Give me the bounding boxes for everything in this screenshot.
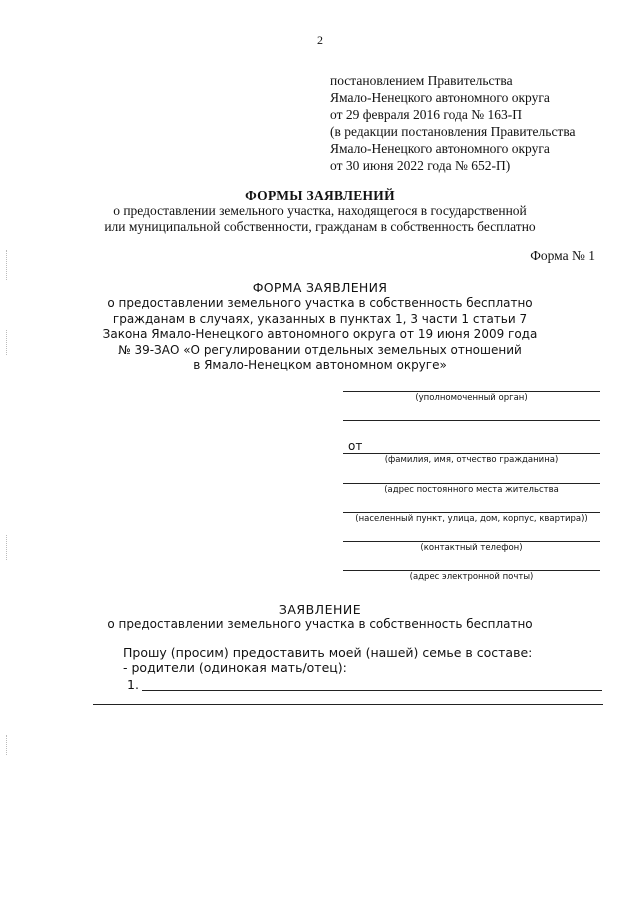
scan-margin-mark xyxy=(6,735,9,755)
forms-title: ФОРМЫ ЗАЯВЛЕНИЙ xyxy=(245,188,395,203)
forms-subtitle-line: или муниципальной собственности, гражданам в собственность бесплатно xyxy=(104,219,536,234)
form-subtitle-line: гражданам в случаях, указанных в пунктах 1, 3 части 1 статьи 7 xyxy=(112,311,528,326)
authority-field-2[interactable] xyxy=(343,420,600,421)
address-detail-caption: (населенный пункт, улица, дом, корпус, квартира)) xyxy=(355,514,588,524)
approval-line: (в редакции постановления Правительства xyxy=(330,124,576,139)
address-detail-line xyxy=(343,512,600,513)
form-title: ФОРМА ЗАЯВЛЕНИЯ xyxy=(252,280,388,295)
email-caption: (адрес электронной почты) xyxy=(409,572,534,582)
phone-caption: (контактный телефон) xyxy=(420,543,523,553)
approval-line: от 29 февраля 2016 года № 163-П xyxy=(330,107,522,122)
forms-subtitle xyxy=(0,203,640,235)
approval-line: постановлением Правительства xyxy=(330,73,513,88)
scan-margin-mark xyxy=(6,535,9,560)
phone-field[interactable] xyxy=(343,541,600,553)
approval-line: от 30 июня 2022 года № 652-П) xyxy=(330,158,511,173)
statement-subtitle: о предоставлении земельного участка в собственность бесплатно xyxy=(107,617,533,631)
authority-field[interactable] xyxy=(343,391,600,403)
body-line: - родители (одинокая мать/отец): xyxy=(123,660,347,675)
form-number: Форма № 1 xyxy=(530,248,595,263)
approval-line: Ямало-Ненецкого автономного округа xyxy=(330,141,550,156)
name-field[interactable] xyxy=(343,453,600,465)
phone-line xyxy=(343,541,600,542)
fill-line[interactable] xyxy=(93,704,603,705)
form-subtitle-line: № 39-ЗАО «О регулировании отдельных земельных отношений xyxy=(118,342,522,357)
approval-line: Ямало-Ненецкого автономного округа xyxy=(330,90,550,105)
email-line xyxy=(343,570,600,571)
scan-margin-mark xyxy=(6,250,9,280)
approval-note xyxy=(330,72,576,174)
name-line xyxy=(343,453,600,454)
form-subtitle-line: в Ямало-Ненецком автономном округе» xyxy=(193,358,447,372)
body-line: Прошу (просим) предоставить моей (нашей) семье в составе: xyxy=(123,645,533,660)
form-subtitle-line: о предоставлении земельного участка в собственность бесплатно xyxy=(107,296,533,310)
address-line xyxy=(343,483,600,484)
statement-title: ЗАЯВЛЕНИЕ xyxy=(278,602,362,617)
address-field[interactable] xyxy=(343,483,600,495)
authority-line xyxy=(343,391,600,392)
forms-subtitle-line: о предоставлении земельного участка, находящегося в государственной xyxy=(113,203,527,218)
address-caption: (адрес постоянного места жительства xyxy=(384,485,559,495)
from-label: от xyxy=(348,439,363,453)
list-item-number: 1. xyxy=(127,677,139,692)
scan-margin-mark xyxy=(6,330,9,355)
email-field[interactable] xyxy=(343,570,600,582)
authority-caption: (уполномоченный орган) xyxy=(415,393,528,403)
page-number: 2 xyxy=(317,33,323,47)
statement-body xyxy=(123,645,532,675)
authority-line-2 xyxy=(343,420,600,421)
address-detail-field[interactable] xyxy=(343,512,600,524)
form-subtitle-line: Закона Ямало-Ненецкого автономного округа от 19 июня 2009 года xyxy=(102,327,538,341)
list-item-line[interactable] xyxy=(142,690,602,691)
name-caption: (фамилия, имя, отчество гражданина) xyxy=(384,455,559,465)
form-subtitle xyxy=(0,296,640,374)
